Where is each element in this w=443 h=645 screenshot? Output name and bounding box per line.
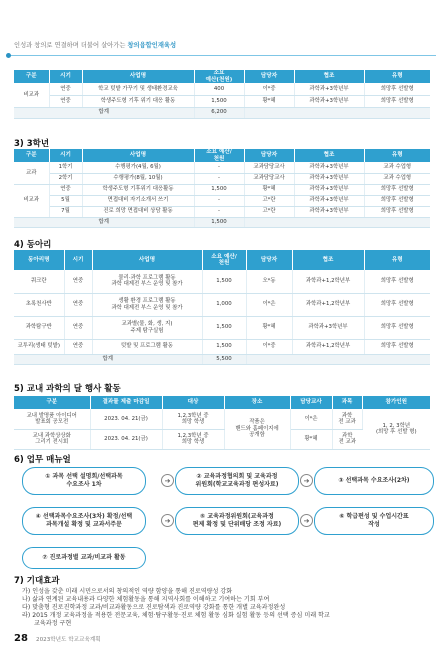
- cell-cooperation: 과학과+1,2학년부: [292, 293, 364, 316]
- arrow-right-icon: ➔: [161, 514, 174, 527]
- table-row: [14, 83, 430, 95]
- col-header: 담당자: [244, 70, 294, 83]
- header-text: [14, 40, 176, 49]
- flow-step-1: ① 과목 선택 설명회/선택과목 수요조사 1차: [22, 467, 146, 495]
- cell-type: 희망후 선발형: [364, 339, 430, 354]
- effect-line-2: 나) 삶과 연계된 교육내용과 다양한 체험활동을 통해 지역사회를 이해하고 기여하는 기회 부여: [22, 596, 270, 603]
- header-divider: [8, 55, 436, 56]
- cell-program: 수행평가(8월, 10월): [82, 173, 194, 184]
- cell-program: 수행평가(4월, 6월): [82, 162, 194, 173]
- cell-budget: -: [194, 206, 244, 217]
- table-row: [14, 409, 430, 429]
- col-header: 사업명: [82, 70, 194, 83]
- cell-manager: 고*란: [244, 206, 294, 217]
- page-header: [0, 0, 443, 62]
- table-clubs: [14, 250, 430, 365]
- total-label: 합계: [14, 107, 194, 118]
- cell-manager: 교과담당교사: [244, 173, 294, 184]
- col-header: 협조: [292, 250, 364, 270]
- cell-budget: 1,500: [194, 184, 244, 195]
- header-prefix: 인성과 창의로 연결하며 더불어 살아가는: [14, 42, 126, 49]
- cell-budget: 400: [194, 83, 244, 95]
- total-label: 합계: [14, 354, 202, 364]
- col-header: 담당자: [246, 250, 292, 270]
- cell-program: 진로 희망 면접대비 상담 활동: [82, 206, 194, 217]
- col-header: 과목: [332, 396, 362, 409]
- cell-category: 비교과: [14, 184, 49, 217]
- cell-budget: 1,500: [202, 270, 246, 293]
- cell-cooperation: 과학과+3학년부: [294, 83, 364, 95]
- col-header: 담당자: [244, 149, 294, 162]
- cell-program: 생활 환경 프로그램 활동 과학 대제전 부스 운영 및 참가: [92, 293, 202, 316]
- table-row: [14, 195, 430, 206]
- table-third-grade-activities: [14, 149, 430, 228]
- table-row: [14, 270, 430, 293]
- table-row: [14, 206, 430, 217]
- table-row: [14, 95, 430, 107]
- total-budget: 1,500: [194, 217, 244, 227]
- cell-type: 교과 수업형: [364, 173, 430, 184]
- cell-event: 교내 발명품 아이디어 발표회 공모전: [14, 409, 90, 429]
- col-header: 시기: [49, 70, 82, 83]
- cell-manager: 오*동: [246, 270, 292, 293]
- cell-period: 연중: [49, 83, 82, 95]
- table-row: [14, 339, 430, 354]
- cell-deadline: 2023. 04. 21(금): [90, 429, 162, 449]
- cell-period: 5월: [49, 195, 82, 206]
- col-header: 담당교사: [290, 396, 332, 409]
- table-header-row: [14, 250, 430, 270]
- col-header: 유형: [364, 250, 430, 270]
- cell-program: 학생주도형 기후위기 대응활동: [82, 184, 194, 195]
- cell-budget: 1,000: [202, 293, 246, 316]
- cell-period: 2학기: [49, 173, 82, 184]
- cell-budget: -: [194, 162, 244, 173]
- total-label: 합계: [14, 217, 194, 227]
- cell-subject: 과학 전 교과: [332, 429, 362, 449]
- col-header: 결과물 제출 마감일: [90, 396, 162, 409]
- cell-teacher: 황*혜: [290, 429, 332, 449]
- cell-cooperation: 과학과+3학년부: [294, 195, 364, 206]
- col-header: 유형: [364, 70, 430, 83]
- cell-cooperation: 과학과+1,2학년부: [292, 339, 364, 354]
- section-title-4: 4) 동아리: [14, 240, 52, 250]
- cell-budget: 1,500: [202, 316, 246, 339]
- cell-teacher: 이*은: [290, 409, 332, 429]
- cell-deadline: 2023. 04. 21(금): [90, 409, 162, 429]
- table-total-row: [14, 217, 430, 227]
- col-header: 협조: [294, 70, 364, 83]
- col-header: 참가인원: [362, 396, 430, 409]
- cell-type: 희망후 선발형: [364, 293, 430, 316]
- col-header: 유형: [364, 149, 430, 162]
- col-header: 구분: [14, 149, 49, 162]
- cell-period: 연중: [64, 293, 92, 316]
- arrow-right-icon: ➔: [161, 474, 174, 487]
- cell-manager: 교과담당교사: [244, 162, 294, 173]
- col-header: 시기: [64, 250, 92, 270]
- section-title-6: 6) 업무 매뉴얼: [14, 455, 71, 465]
- cell-manager: 고*란: [244, 195, 294, 206]
- cell-cooperation: 과학과+3학년부: [294, 184, 364, 195]
- flow-step-5: ⑤ 교육과정위원회(교육과정 편제 확정 및 단위배당 조정 자료): [175, 507, 299, 535]
- col-header: 장소: [224, 396, 290, 409]
- cell-program: 물리·과학 프로그램 활동 과학 대제전 부스 운영 및 참가: [92, 270, 202, 293]
- cell-cooperation: 과학과+3학년부: [294, 162, 364, 173]
- cell-target: 1,2,3학년 중 희망 학생: [162, 409, 224, 429]
- flow-step-3: ③ 선택과목 수요조사(2차): [314, 467, 434, 495]
- footer-title: 2023학년도 학교교육계획: [36, 637, 101, 643]
- table-header-row: [14, 149, 430, 162]
- effect-line-5: 교육과정 구현: [34, 620, 72, 627]
- header-dot: [6, 53, 11, 58]
- cell-manager: 이*중: [246, 339, 292, 354]
- cell-budget: 1,500: [202, 339, 246, 354]
- cell-program: 학생주도형 기후 위기 대응 활동: [82, 95, 194, 107]
- cell-cooperation: 과학과+3학년부: [292, 316, 364, 339]
- cell-type: 희망후 선발형: [364, 270, 430, 293]
- cell-cooperation: 과학과+3학년부: [294, 206, 364, 217]
- arrow-right-icon: ➔: [300, 514, 313, 527]
- cell-budget: 1,500: [194, 95, 244, 107]
- col-header: 동아리명: [14, 250, 64, 270]
- flow-step-7: ⑦ 진로과정별 교과/비교과 활동: [22, 547, 146, 569]
- cell-program: 텃밭 및 프로그램 활동: [92, 339, 202, 354]
- cell-period: 1학기: [49, 162, 82, 173]
- section-title-7: 7) 기대효과: [14, 576, 60, 586]
- table-science-month: [14, 396, 430, 450]
- section-title-5: 5) 교내 과학의 달 행사 활동: [14, 384, 121, 394]
- effect-line-4: 라) 2015 개정 교육과정을 적용한 전문교육, 체험·탐구활동·진로 체험 활동 심화 실험 활동 등의 선택 증심 미래 학교: [22, 612, 330, 619]
- cell-target: 1,2,3학년 중 희망 학생: [162, 429, 224, 449]
- col-header: 사업명: [92, 250, 202, 270]
- table-total-row: [14, 354, 430, 364]
- cell-budget: -: [194, 195, 244, 206]
- cell-manager: 황*혜: [244, 95, 294, 107]
- table-header-row: [14, 70, 430, 83]
- cell-budget: -: [194, 173, 244, 184]
- cell-cooperation: 과학과+3학년부: [294, 95, 364, 107]
- total-budget: 6,200: [194, 107, 244, 118]
- cell-cooperation: 과학과+3학년부: [294, 173, 364, 184]
- cell-type: 희망후 선발형: [364, 316, 430, 339]
- col-header: 대상: [162, 396, 224, 409]
- col-header: 구분: [14, 70, 49, 83]
- table-row: [14, 173, 430, 184]
- cell-cooperation: 과학과+1,2학년부: [292, 270, 364, 293]
- section-title-3: 3) 3학년: [14, 139, 50, 149]
- effect-line-3: 다) 맞춤형 진로진학과정 교과/비교과활동으로 진로탐색과 진로역량 강화를 통한 개별 교육과정완성: [22, 604, 286, 611]
- cell-period: 연중: [64, 270, 92, 293]
- cell-program: 면접대비 자기소개서 쓰기: [82, 195, 194, 206]
- table-header-row: [14, 396, 430, 409]
- table-total-row: [14, 107, 430, 118]
- cell-program: 교과별(물, 화, 생, 지) 주제 탐구실험: [92, 316, 202, 339]
- total-budget: 5,500: [202, 354, 246, 364]
- cell-participants: 1, 2, 3학년 (희망 후 선발 형): [362, 409, 430, 449]
- cell-club: 과학탐구반: [14, 316, 64, 339]
- cell-type: 희망후 선발형: [364, 195, 430, 206]
- cell-manager: 이*은: [246, 293, 292, 316]
- table-row: [14, 184, 430, 195]
- page-footer: [14, 626, 101, 645]
- cell-type: 교과 수업형: [364, 162, 430, 173]
- header-highlight: 창의융합인재육성: [127, 42, 177, 49]
- page-number: 28: [14, 633, 28, 644]
- cell-manager: 황*혜: [244, 184, 294, 195]
- cell-event: 교내 과학상상화 그리기 전시회: [14, 429, 90, 449]
- cell-type: 희망후 선발형: [364, 206, 430, 217]
- table-row: [14, 316, 430, 339]
- table-row: [14, 293, 430, 316]
- cell-period: 연중: [64, 316, 92, 339]
- cell-subject: 과학 전 교과: [332, 409, 362, 429]
- flow-step-2: ② 교육과정협의회 및 교육과정 위원회(학교교육과정 편성자료): [175, 467, 299, 495]
- col-header: 소요 예산/ 천원: [202, 250, 246, 270]
- arrow-right-icon: ➔: [300, 474, 313, 487]
- cell-program: 학교 텃밭 가꾸기 및 생태환경교육: [82, 83, 194, 95]
- col-header: 구분: [14, 396, 90, 409]
- cell-period: 연중: [49, 184, 82, 195]
- cell-period: 연중: [49, 95, 82, 107]
- cell-type: 희망후 선발형: [364, 184, 430, 195]
- cell-club: 코투리(생태 텃밭): [14, 339, 64, 354]
- cell-club: 초록천사반: [14, 293, 64, 316]
- effect-line-1: 가) 인성을 갖춘 미래 시민으로서의 창의적인 역량 함양을 통해 진로역량성 강화: [22, 588, 233, 595]
- col-header: 협조: [294, 149, 364, 162]
- col-header: 소요 예산/ 천원: [194, 149, 244, 162]
- flow-step-4: ④ 선택과목수요조사(3차) 확정/선택 과목개설 확정 및 교과서주문: [22, 507, 146, 535]
- table-row: [14, 162, 430, 173]
- cell-period: 7월: [49, 206, 82, 217]
- flow-step-6: ⑥ 학급편성 및 수업시간표 작성: [314, 507, 434, 535]
- cell-manager: 이*중: [244, 83, 294, 95]
- cell-type: 희망후 선발형: [364, 83, 430, 95]
- cell-period: 연중: [64, 339, 92, 354]
- table-second-grade-activities: [14, 70, 430, 119]
- cell-category: 교과: [14, 162, 49, 184]
- cell-type: 희망후 선발형: [364, 95, 430, 107]
- col-header: 사업명: [82, 149, 194, 162]
- col-header: 소요 예산(천원): [194, 70, 244, 83]
- cell-category: 비교과: [14, 83, 49, 107]
- cell-club: 쿼크란: [14, 270, 64, 293]
- cell-place: 작품은 밴드와 홈페이지에 공개함: [224, 409, 290, 449]
- col-header: 시기: [49, 149, 82, 162]
- cell-manager: 황*혜: [246, 316, 292, 339]
